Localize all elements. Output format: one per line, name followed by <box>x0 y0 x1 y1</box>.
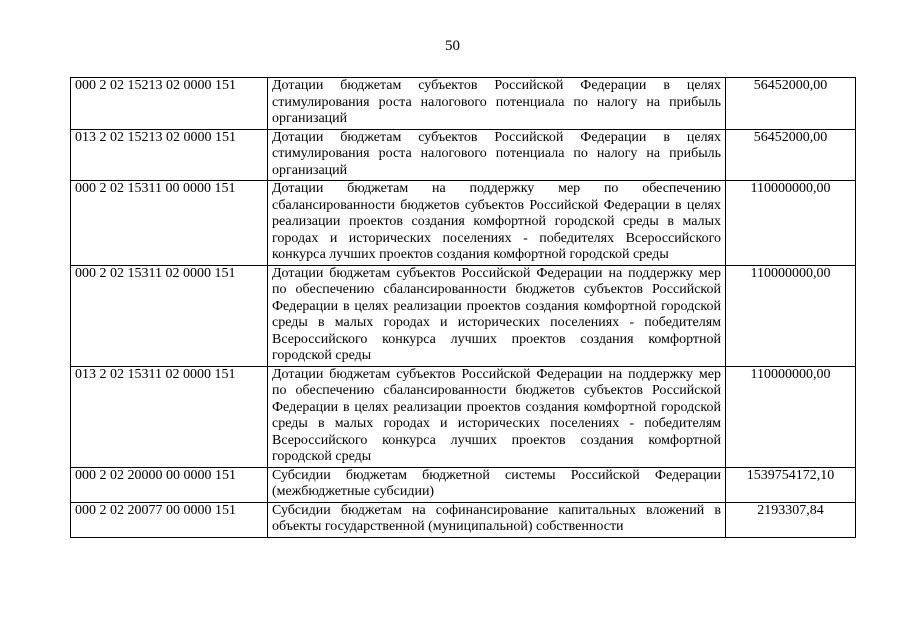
amount-cell: 110000000,00 <box>726 181 856 266</box>
table-row <box>71 366 856 467</box>
revenue-name-cell: Субсидии бюджетам бюджетной системы Российской Федерации (межбюджетные субсидии) <box>268 467 726 502</box>
budget-code-cell: 013 2 02 15213 02 0000 151 <box>71 129 268 181</box>
budget-code-cell: 013 2 02 15311 02 0000 151 <box>71 366 268 467</box>
table-row <box>71 502 856 537</box>
revenue-name-cell: Дотации бюджетам субъектов Российской Федерации в целях стимулирования роста налогового потенциала по налогу на прибыль организаций <box>268 129 726 181</box>
table-row <box>71 78 856 130</box>
budget-code-cell: 000 2 02 15311 00 0000 151 <box>71 181 268 266</box>
revenue-name-cell: Дотации бюджетам на поддержку мер по обеспечению сбалансированности бюджетов субъектов Российской Федерации в целях реализации проектов создания комфортной городской среды в малых городах и исторических поселениях - победителях Всероссийского конкурса лучших проектов создания комфортной городской среды <box>268 181 726 266</box>
amount-cell: 110000000,00 <box>726 366 856 467</box>
revenue-name-cell: Дотации бюджетам субъектов Российской Федерации на поддержку мер по обеспечению сбалансированности бюджетов субъектов Российской Федерации в целях реализации проектов создания комфортной городской среды в малых городах и исторических поселениях - победителям Всероссийского конкурса лучших проектов создания комфортной городской среды <box>268 366 726 467</box>
amount-cell: 2193307,84 <box>726 502 856 537</box>
amount-cell: 56452000,00 <box>726 78 856 130</box>
table-row <box>71 129 856 181</box>
revenue-name-cell: Субсидии бюджетам на софинансирование капитальных вложений в объекты государственной (муниципальной) собственности <box>268 502 726 537</box>
budget-revenue-table <box>70 77 856 538</box>
amount-cell: 56452000,00 <box>726 129 856 181</box>
amount-cell: 1539754172,10 <box>726 467 856 502</box>
budget-code-cell: 000 2 02 15311 02 0000 151 <box>71 265 268 366</box>
table-row <box>71 181 856 266</box>
amount-cell: 110000000,00 <box>726 265 856 366</box>
budget-code-cell: 000 2 02 20000 00 0000 151 <box>71 467 268 502</box>
budget-code-cell: 000 2 02 15213 02 0000 151 <box>71 78 268 130</box>
table-row <box>71 265 856 366</box>
page-number: 50 <box>445 38 460 54</box>
revenue-name-cell: Дотации бюджетам субъектов Российской Федерации в целях стимулирования роста налогового потенциала по налогу на прибыль организаций <box>268 78 726 130</box>
revenue-name-cell: Дотации бюджетам субъектов Российской Федерации на поддержку мер по обеспечению сбалансированности бюджетов субъектов Российской Федерации в целях реализации проектов создания комфортной городской среды в малых городах и исторических поселениях - победителям Всероссийского конкурса лучших проектов создания комфортной городской среды <box>268 265 726 366</box>
budget-code-cell: 000 2 02 20077 00 0000 151 <box>71 502 268 537</box>
table-row <box>71 467 856 502</box>
